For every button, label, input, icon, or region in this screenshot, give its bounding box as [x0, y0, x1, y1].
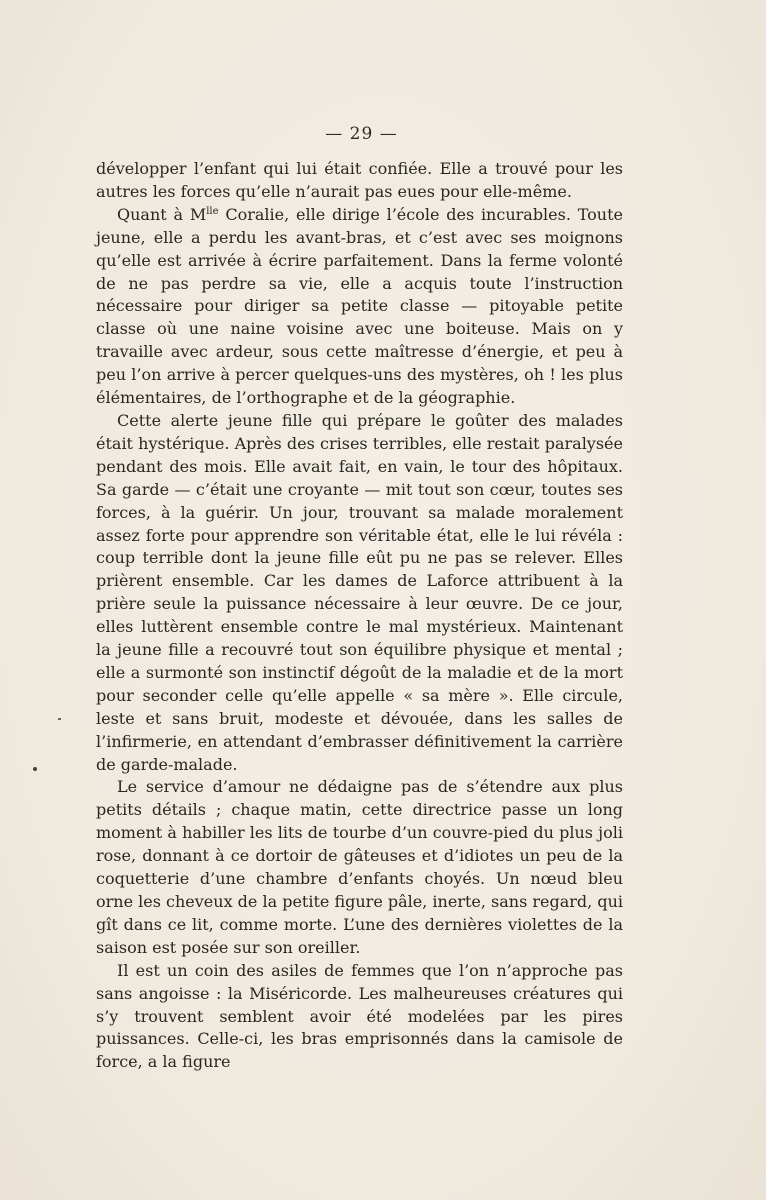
paragraph-5: Il est un coin des asiles de femmes que l’on n’approche pas sans angoisse : la Miséricorde. Les malheureuses créatures qui s’y trouvent semblent avoir été modelées par les pires puissances. Celle-ci, les bras emprisonnés dans la camisole de force, a la figure [96, 960, 623, 1072]
body-text [96, 158, 623, 1074]
margin-mark-dash [58, 718, 61, 720]
paragraph-3: Cette alerte jeune fille qui prépare le goûter des malades était hystérique. Après des crises terribles, elle restait paralysée pendant des mois. Elle avait fait, en vain, le tour des hôpitaux. Sa garde — c’était une croyante — mit tout son cœur, toutes ses forces, à la guérir. Un jour, trouvant sa malade moralement assez forte pour apprendre son véritable état, elle le lui révéla : coup terrible dont la jeune fille eût pu ne pas se relever. Elles prièrent ensemble. Car les dames de Laforce attribuent à la prière seule la puissance nécessaire à leur œuvre. De ce jour, elles luttèrent ensemble contre le mal mystérieux. Maintenant la jeune fille a recouvré tout son équilibre physique et mental ; elle a surmonté son instinctif dégoût de la maladie et de la mort pour seconder celle qu’elle appelle « sa mère ». Elle circule, leste et sans bruit, modeste et dévouée, dans les salles de l’infirmerie, en attendant d’embrasser définitivement la carrière de garde-malade. [96, 410, 623, 774]
mademoiselle-abbreviation: lle [206, 205, 219, 217]
page-number: — 29 — [325, 124, 398, 144]
paragraph-4: Le service d’amour ne dédaigne pas de s’étendre aux plus petits détails ; chaque matin, cette directrice passe un long moment à habiller les lits de tourbe d’un couvre-pied du plus joli rose, donnant à ce dortoir de gâteuses et d’idiotes un peu de la coquetterie d’une chambre d’enfants choyés. Un nœud bleu orne les cheveux de la petite figure pâle, inerte, sans regard, qui gît dans ce lit, comme morte. L’une des dernières violettes de la saison est posée sur son oreiller. [96, 777, 624, 957]
paragraph-2 [96, 204, 623, 410]
paragraph-1: développer l’enfant qui lui était confiée. Elle a trouvé pour les autres les forces qu’elle n’aurait pas eues pour elle-même. [96, 159, 623, 201]
paragraph-2-rest: Coralie, elle dirige l’école des incurables. Toute jeune, elle a perdu les avant-bras, et c’est avec ses moignons qu’elle est arrivée à écrire parfaitement. Dans la ferme volonté de ne pas perdre sa vie, elle a acquis toute l’instruction nécessaire pour diriger sa petite classe — pitoyable petite classe où une naine voisine avec une boiteuse. Mais on y travaille avec ardeur, sous cette maîtresse d’énergie, et peu à peu l’on arrive à percer quelques-uns des mystères, oh ! les plus élémentaires, de l’orthographe et de la géographie. [96, 204, 624, 408]
margin-mark-dot [33, 767, 37, 771]
paragraph-2-start: Quant à M [117, 204, 207, 224]
